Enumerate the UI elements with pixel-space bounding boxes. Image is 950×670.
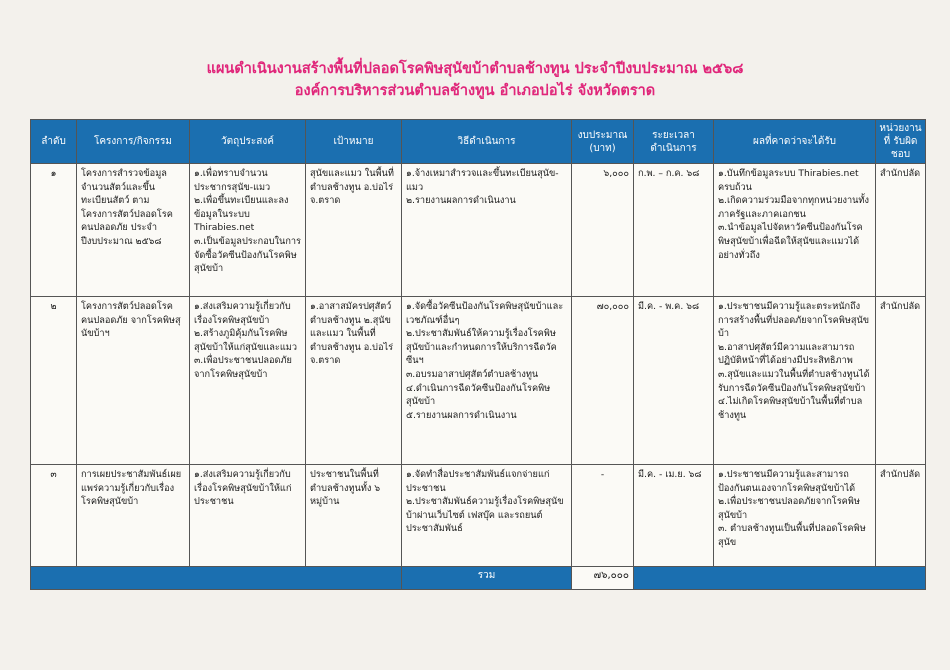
objective-item: ๑.ส่งเสริมความรู้เกี่ยวกับเรื่องโรคพิษสุนัขบ้า	[194, 301, 291, 326]
objective-item: ๒.สร้างภูมิคุ้มกันโรคพิษสุนัขบ้าให้แก่สุนัขและแมว	[194, 328, 297, 353]
objective-item: ๑.ส่งเสริมความรู้เกี่ยวกับเรื่องโรคพิษสุนัขบ้าให้แก่ประชาชน	[194, 469, 292, 508]
method-item: ๓.อบรมอาสาปศุสัตว์ตำบลช้างทูน	[406, 368, 539, 380]
budget-cell: ๖,๐๐๐	[572, 164, 634, 297]
result-item: ๑.บันทึกข้อมูลระบบ Thirabies.net ครบถ้วน	[718, 168, 859, 193]
document-subtitle: องค์การบริหารส่วนตำบลช้างทูน อำเภอบ่อไร่ จังหวัดตราด	[294, 83, 656, 99]
target-cell: สุนัขและแมว ในพื้นที่ตำบลช้างทูน อ.บ่อไร่ จ.ตราด	[306, 164, 402, 297]
result-item: ๔.ไม่เกิดโรคพิษสุนัขบ้าในพื้นที่ตำบลช้างทูน	[718, 396, 863, 421]
col-header-objectives: วัตถุประสงค์	[190, 120, 306, 164]
row-number: ๓	[31, 465, 77, 567]
objectives-cell	[190, 164, 306, 297]
objectives-cell	[190, 297, 306, 465]
result-item: ๒.เพื่อประชาชนปลอดภัยจากโรคพิษสุนัขบ้า	[718, 496, 860, 521]
col-header-target: เป้าหมาย	[306, 120, 402, 164]
result-item: ๓.นำข้อมูลไปจัดหาวัคซีนป้องกันโรคพิษสุนัขบ้าเพื่อฉีดให้สุนัขและแมวได้อย่างทั่วถึง	[718, 222, 863, 261]
objective-item: ๑.เพื่อทราบจำนวนประชากรสุนัข-แมว	[194, 168, 271, 193]
total-row-blank-right	[634, 567, 926, 590]
col-header-budget: งบประมาณ (บาท)	[572, 120, 634, 164]
methods-cell	[402, 297, 572, 465]
objective-item: ๓.เป็นข้อมูลประกอบในการจัดซื้อวัคซีนป้องกันโรคพิษสุนัขบ้า	[194, 235, 301, 275]
method-item: ๑.จัดซื้อวัคซีนป้องกันโรคพิษสุนัขบ้าและเวชภัณฑ์อื่นๆ	[406, 301, 564, 326]
method-item: ๒.ประชาสัมพันธ์ให้ความรู้เรื่องโรคพิษสุนัขบ้าและกำหนดการให้บริการฉีดวัคซีนฯ	[406, 328, 557, 367]
col-header-results: ผลที่คาดว่าจะได้รับ	[714, 120, 876, 164]
results-cell	[714, 297, 876, 465]
method-item: ๕.รายงานผลการดำเนินงาน	[406, 409, 517, 421]
budget-cell: -	[572, 465, 634, 567]
table-header-row	[31, 120, 926, 164]
results-cell	[714, 164, 876, 297]
col-header-no: ลำดับ	[31, 120, 77, 164]
method-item: ๒.ประชาสัมพันธ์ความรู้เรื่องโรคพิษสุนัขบ้าผ่านเว็บไซต์ เฟสบุ๊ค และรถยนต์ประชาสัมพันธ์	[406, 496, 564, 535]
result-item: ๑.ประชาชนมีความรู้และตระหนักถึงการสร้างพื้นที่ปลอดภัยจากโรคพิษสุนัขบ้า	[718, 301, 870, 340]
result-item: ๓. ตำบลช้างทูนเป็นพื้นที่ปลอดโรคพิษสุนัข	[718, 523, 866, 548]
table-row	[31, 297, 926, 465]
result-item: ๒.เกิดความร่วมมือจากทุกหน่วยงานทั้งภาครัฐและภาคเอกชน	[718, 195, 869, 220]
methods-cell	[402, 465, 572, 567]
target-cell: ๑.อาสาสมัครปศุสัตว์ตำบลช้างทูน ๒.สุนัขและแมว ในพื้นที่ตำบลช้างทูน อ.บ่อไร่ จ.ตราด	[306, 297, 402, 465]
agency-cell: สำนักปลัด	[876, 164, 926, 297]
col-header-period: ระยะเวลา ดำเนินการ	[634, 120, 714, 164]
total-row-blank	[31, 567, 402, 590]
total-amount: ๗๖,๐๐๐	[572, 567, 634, 590]
budget-cell: ๗๐,๐๐๐	[572, 297, 634, 465]
results-cell	[714, 465, 876, 567]
method-item: ๔.ดำเนินการฉีดวัคซีนป้องกันโรคพิษสุนัขบ้า	[406, 382, 551, 408]
method-item: ๑.จัดทำสื่อประชาสัมพันธ์แจกจ่ายแก่ประชาชน	[406, 469, 550, 494]
total-row	[31, 567, 926, 590]
result-item: ๑.ประชาชนมีความรู้และสามารถป้องกันตนเองจากโรคพิษสุนัขบ้าได้	[718, 469, 856, 494]
method-item: ๑.จ้างเหมาสำรวจและขึ้นทะเบียนสุนัข-แมว	[406, 168, 559, 193]
result-item: ๓.สุนัขและแมวในพื้นที่ตำบลช้างทูนได้รับการฉีดวัคซีนป้องกันโรคพิษสุนัขบ้า	[718, 368, 870, 394]
target-cell: ประชาชนในพื้นที่ตำบลช้างทูนทั้ง ๖ หมู่บ้าน	[306, 465, 402, 567]
row-number: ๒	[31, 297, 77, 465]
project-cell: การเผยประชาสัมพันธ์เผยแพร่ความรู้เกี่ยวกับเรื่องโรคพิษสุนัขบ้า	[77, 465, 190, 567]
document-title: แผนดำเนินงานสร้างพื้นที่ปลอดโรคพิษสุนัขบ้าตำบลช้างทูน ประจำปีงบประมาณ ๒๕๖๘	[206, 61, 744, 77]
period-cell: ก.พ. – ก.ค. ๖๘	[634, 164, 714, 297]
period-cell: มี.ค. - พ.ค. ๖๘	[634, 297, 714, 465]
table-row	[31, 465, 926, 567]
objective-item: ๓.เพื่อประชาชนปลอดภัยจากโรคพิษสุนัขบ้า	[194, 355, 292, 380]
agency-cell: สำนักปลัด	[876, 465, 926, 567]
project-cell: โครงการสำรวจข้อมูลจำนวนสัตว์และขึ้นทะเบียนสัตว์ ตามโครงการสัตว์ปลอดโรค คนปลอดภัย ประจำปีงบประมาณ ๒๕๖๘	[77, 164, 190, 297]
table-row	[31, 164, 926, 297]
col-header-agency: หน่วยงานที่ รับผิดชอบ	[876, 120, 926, 164]
col-header-methods: วิธีดำเนินการ	[402, 120, 572, 164]
methods-cell	[402, 164, 572, 297]
row-number: ๑	[31, 164, 77, 297]
project-cell: โครงการสัตว์ปลอดโรค คนปลอดภัย จากโรคพิษสุนัขบ้าฯ	[77, 297, 190, 465]
method-item: ๒.รายงานผลการดำเนินงาน	[406, 195, 516, 207]
agency-cell: สำนักปลัด	[876, 297, 926, 465]
objective-item: ๒.เพื่อขึ้นทะเบียนและลงข้อมูลในระบบ Thirabies.net	[194, 195, 289, 234]
period-cell: มี.ค. - เม.ย. ๖๘	[634, 465, 714, 567]
plan-table	[30, 119, 926, 590]
result-item: ๒.อาสาปศุสัตว์มีความและสามารถปฏิบัติหน้าที่ได้อย่างมีประสิทธิภาพ	[718, 341, 855, 367]
col-header-project: โครงการ/กิจกรรม	[77, 120, 190, 164]
objectives-cell	[190, 465, 306, 567]
total-label: รวม	[402, 567, 572, 590]
